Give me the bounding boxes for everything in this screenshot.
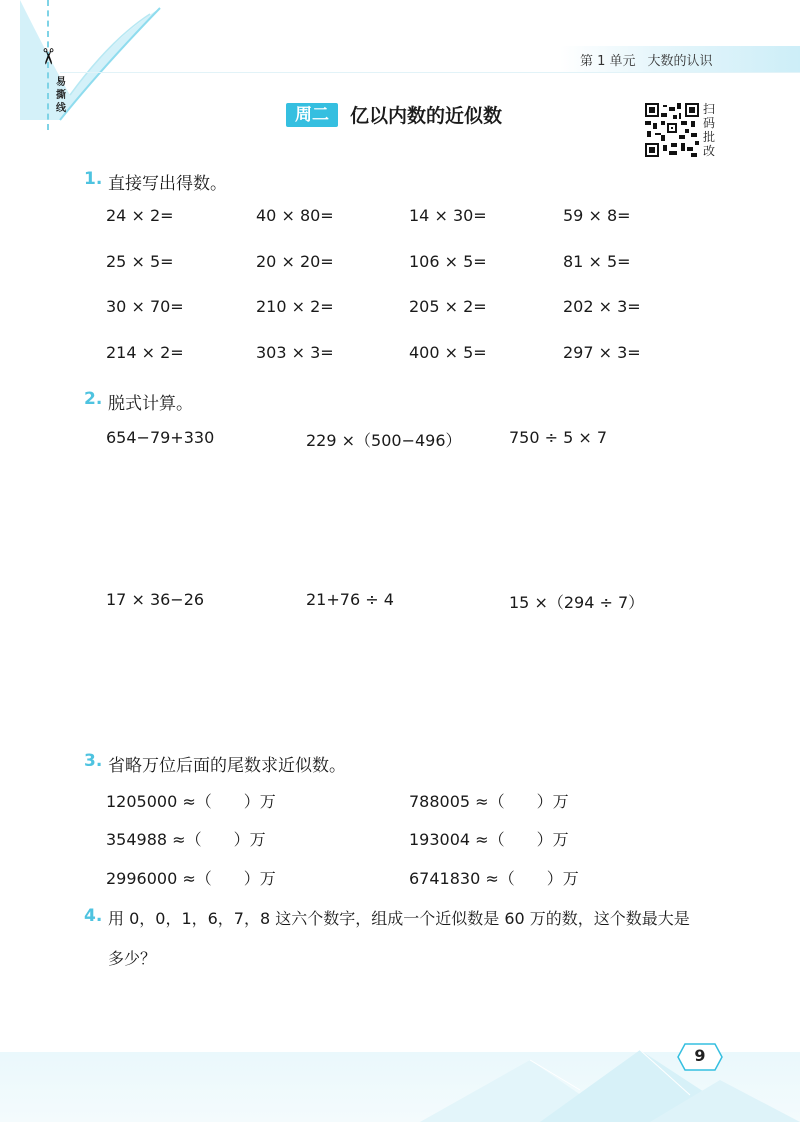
question-2-prompt: 脱式计算。 (108, 394, 193, 414)
question-3-number: 3. (84, 751, 103, 771)
scissors-icon: ✂ (34, 47, 60, 66)
q1-item: 59 × 8= (563, 206, 631, 225)
unit-name: 大数的认识 (647, 54, 713, 69)
question-3-prompt: 省略万位后面的尾数求近似数。 (108, 756, 346, 776)
q1-item: 25 × 5= (106, 252, 174, 271)
unit-title (580, 50, 725, 69)
q1-item: 303 × 3= (256, 343, 334, 362)
q1-item: 400 × 5= (409, 343, 487, 362)
q3-item: 354988 ≈（ ）万 (106, 830, 266, 849)
q2-expression: 21+76 ÷ 4 (306, 590, 394, 609)
q3-item: 2996000 ≈（ ）万 (106, 869, 276, 888)
q1-item: 81 × 5= (563, 252, 631, 271)
footer-mountain-decoration (420, 1040, 800, 1122)
question-4-text-line1: 用 0，0，1，6，7，8 这六个数字，组成一个近似数是 60 万的数，这个数最大是 (108, 909, 690, 928)
q1-item: 106 × 5= (409, 252, 487, 271)
question-1-number: 1. (84, 169, 103, 189)
q2-expression: 15 ×（294 ÷ 7） (509, 593, 645, 612)
q2-expression: 17 × 36−26 (106, 590, 205, 609)
lesson-title: 亿以内数的近似数 (350, 105, 503, 127)
q1-item: 297 × 3= (563, 343, 641, 362)
q1-item: 214 × 2= (106, 343, 184, 362)
question-4-text-line2: 多少？ (108, 949, 157, 968)
q3-item: 788005 ≈（ ）万 (409, 792, 569, 811)
q1-item: 40 × 80= (256, 206, 334, 225)
corner-check-decoration (0, 0, 220, 140)
page-number: 9 (694, 1046, 706, 1065)
q2-expression: 654−79+330 (106, 428, 215, 447)
q1-item: 14 × 30= (409, 206, 487, 225)
q3-item: 193004 ≈（ ）万 (409, 830, 569, 849)
q1-item: 205 × 2= (409, 297, 487, 316)
qr-code-icon[interactable] (645, 103, 699, 157)
q1-item: 20 × 20= (256, 252, 334, 271)
q2-expression: 229 ×（500−496） (306, 431, 462, 450)
unit-number: 第 1 单元 (580, 54, 636, 69)
q2-expression: 750 ÷ 5 × 7 (509, 428, 608, 447)
q1-item: 30 × 70= (106, 297, 184, 316)
q3-item: 1205000 ≈（ ）万 (106, 792, 276, 811)
q3-item: 6741830 ≈（ ）万 (409, 869, 579, 888)
q1-item: 210 × 2= (256, 297, 334, 316)
question-4-number: 4. (84, 906, 103, 926)
q1-item: 202 × 3= (563, 297, 641, 316)
question-1-prompt: 直接写出得数。 (108, 174, 227, 194)
header-rule (60, 72, 800, 73)
qr-scan-label: 扫码批改 (703, 102, 716, 158)
tear-line-label: 易撕线 (56, 77, 66, 114)
q1-item: 24 × 2= (106, 206, 174, 225)
day-badge: 周二 (286, 103, 338, 127)
question-2-number: 2. (84, 389, 103, 409)
